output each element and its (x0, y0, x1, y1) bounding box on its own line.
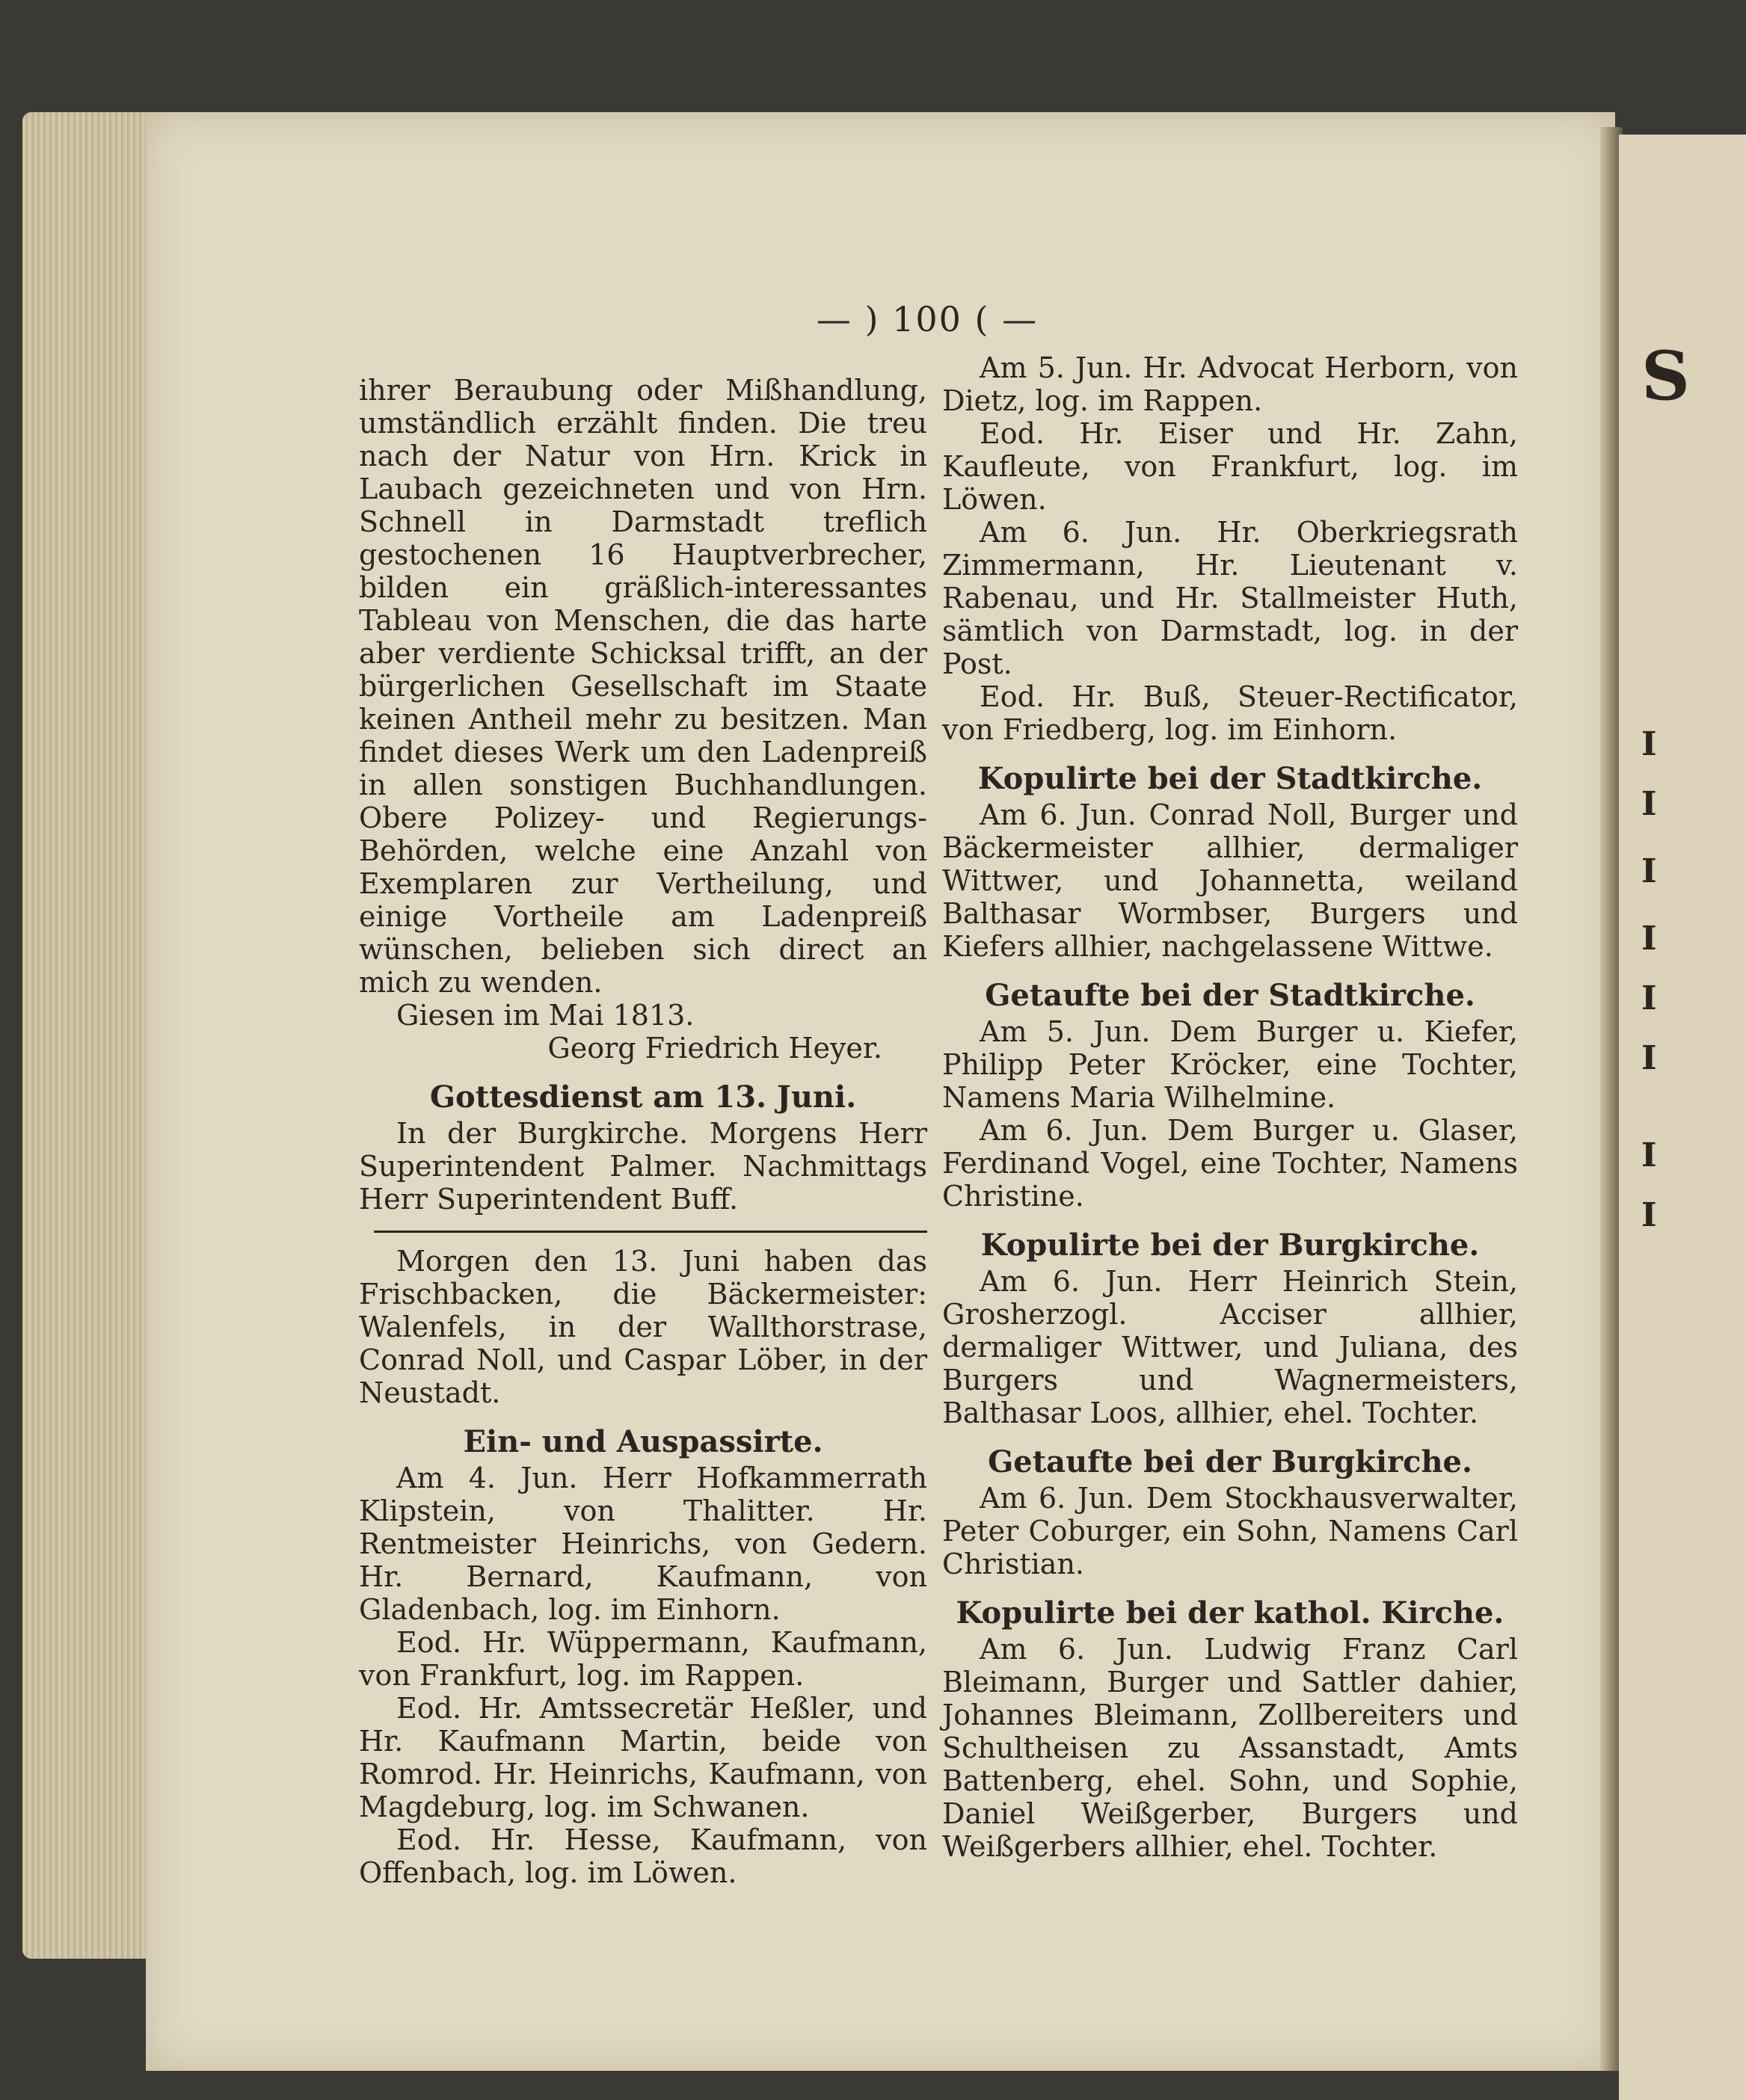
next-page-fragment: I (1641, 1136, 1657, 1174)
section-heading: Kopulirte bei der kathol. Kirche. (956, 1595, 1504, 1631)
section-heading: Kopulirte bei der Stadtkirche. (977, 761, 1483, 796)
next-page-fragment: S (1641, 336, 1690, 416)
signature: Georg Friedrich Heyer. (547, 1032, 882, 1065)
paragraph: Am 4. Jun. Herr Hofkammerrath Klipstein, von Thalitter. Hr. Rentmeister Heinrichs, von Gedern. Hr. Bernard, Kaufmann, von Gladenbach, log. im Einhorn. (359, 1462, 927, 1626)
next-page-edge (1619, 135, 1746, 2100)
paragraph: Am 5. Jun. Dem Burger u. Kiefer, Philipp Peter Kröcker, eine Tochter, Namens Maria Wilhelmine. (942, 1015, 1518, 1114)
next-page-fragment: I (1641, 852, 1657, 890)
right-column (942, 351, 1518, 1863)
next-page-fragment: I (1641, 979, 1657, 1017)
paragraph: Eod. Hr. Hesse, Kaufmann, von Offenbach, log. im Löwen. (359, 1823, 927, 1889)
section-heading: Kopulirte bei der Burgkirche. (980, 1228, 1480, 1263)
paragraph: Am 6. Jun. Hr. Oberkriegsrath Zimmermann, Hr. Lieutenant v. Rabenau, und Hr. Stallmeister Huth, sämtlich von Darmstadt, log. in der Post. (942, 516, 1518, 680)
section-heading: Gottesdienst am 13. Juni. (429, 1080, 857, 1115)
section-heading: Getaufte bei der Stadtkirche. (985, 978, 1475, 1013)
paragraph: Eod. Hr. Wüppermann, Kaufmann, von Frankfurt, log. im Rappen. (359, 1626, 927, 1692)
paragraph: Am 6. Jun. Ludwig Franz Carl Bleimann, Burger und Sattler dahier, Johannes Bleimann, Zollbereiters und Schultheisen zu Assanstadt, Amts Battenberg, ehel. Sohn, und Sophie, Daniel Weißgerber, Burgers und Weißgerbers allhier, ehel. Tochter. (942, 1633, 1518, 1863)
section-heading: Ein- und Auspassirte. (463, 1424, 823, 1459)
section-heading: Getaufte bei der Burgkirche. (988, 1444, 1472, 1479)
paragraph: Morgen den 13. Juni haben das Frischbacken, die Bäckermeister: Walenfels, in der Wallthorstrase, Conrad Noll, und Caspar Löber, in der Neustadt. (359, 1245, 927, 1409)
divider-rule (374, 1231, 927, 1233)
paragraph: ihrer Beraubung oder Mißhandlung, umständlich erzählt finden. Die treu nach der Natur von Hrn. Krick in Laubach gezeichneten und von Hrn. Schnell in Darmstadt treflich gestochenen 16 Hauptverbrecher, bilden ein gräßlich-interessantes Tableau von Menschen, die das harte aber verdiente Schicksal trifft, an der bürgerlichen Gesellschaft im Staate keinen Antheil mehr zu besitzen. Man findet dieses Werk um den Ladenpreiß in allen sonstigen Buchhandlungen. Obere Polizey- und Regierungs-Behörden, welche eine Anzahl von Exemplaren zur Vertheilung, und einige Vortheile am Ladenpreiß wünschen, belieben sich direct an mich zu wenden. (359, 374, 927, 999)
place-date: Giesen im Mai 1813. (396, 999, 695, 1032)
next-page-fragment: I (1641, 920, 1657, 958)
paragraph: Am 6. Jun. Conrad Noll, Burger und Bäckermeister allhier, dermaliger Wittwer, und Johannetta, weiland Balthasar Wormbser, Burgers und Kiefers allhier, nachgelassene Wittwe. (942, 798, 1518, 963)
paragraph: Eod. Hr. Amtssecretär Heßler, und Hr. Kaufmann Martin, beide von Romrod. Hr. Heinrichs, Kaufmann, von Magdeburg, log. im Schwanen. (359, 1692, 927, 1823)
paragraph: Am 6. Jun. Dem Stockhausverwalter, Peter Coburger, ein Sohn, Namens Carl Christian. (942, 1482, 1518, 1580)
page-edges (22, 112, 165, 1959)
paragraph: Eod. Hr. Eiser und Hr. Zahn, Kaufleute, von Frankfurt, log. im Löwen. (942, 417, 1518, 516)
left-column (359, 374, 927, 1889)
page-number: — ) 100 ( — (816, 299, 1039, 339)
next-page-fragment: I (1641, 1039, 1657, 1077)
paragraph: Am 5. Jun. Hr. Advocat Herborn, von Dietz, log. im Rappen. (942, 351, 1518, 417)
paragraph: Am 6. Jun. Dem Burger u. Glaser, Ferdinand Vogel, eine Tochter, Namens Christine. (942, 1114, 1518, 1213)
next-page-fragment: I (1641, 1196, 1657, 1234)
paragraph: In der Burgkirche. Morgens Herr Superintendent Palmer. Nachmittags Herr Superintendent Buff. (359, 1117, 927, 1216)
paragraph: Am 6. Jun. Herr Heinrich Stein, Grosherzogl. Acciser allhier, dermaliger Wittwer, und Juliana, des Burgers und Wagnermeisters, Balthasar Loos, allhier, ehel. Tochter. (942, 1265, 1518, 1429)
next-page-fragment: I (1641, 785, 1657, 823)
next-page-fragment: I (1641, 725, 1657, 763)
paragraph: Eod. Hr. Buß, Steuer-Rectificator, von Friedberg, log. im Einhorn. (942, 680, 1518, 746)
